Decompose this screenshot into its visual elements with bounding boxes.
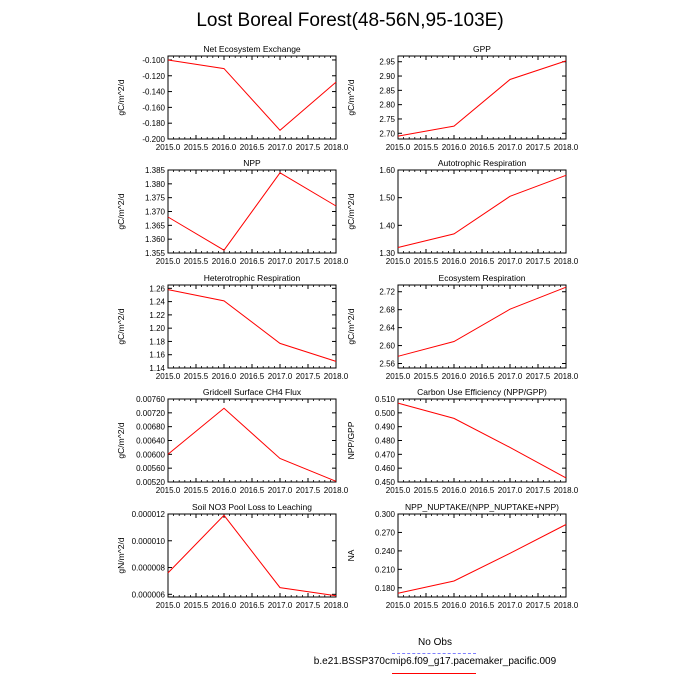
x-tick-label: 2018.0 xyxy=(323,601,349,610)
x-tick-label: 2017.0 xyxy=(497,372,523,381)
y-tick-label: 0.470 xyxy=(374,450,395,460)
chart-title: Net Ecosystem Exchange xyxy=(203,44,301,54)
x-tick-label: 2015.0 xyxy=(385,143,411,152)
series-line xyxy=(398,525,566,594)
y-tick-label: 1.40 xyxy=(379,221,395,231)
y-tick-label: 1.16 xyxy=(149,350,165,360)
x-tick-label: 2018.0 xyxy=(553,486,579,495)
x-tick-label: 2015.0 xyxy=(155,486,181,495)
x-tick-label: 2015.5 xyxy=(183,372,209,381)
series-line xyxy=(398,403,566,478)
chart-panel-8 xyxy=(116,502,349,610)
x-tick-label: 2017.0 xyxy=(267,257,293,266)
y-tick-label: 2.72 xyxy=(379,287,395,297)
x-tick-label: 2015.5 xyxy=(413,143,439,152)
y-tick-label: 0.00520 xyxy=(136,478,165,487)
x-tick-label: 2015.5 xyxy=(413,601,439,610)
x-tick-label: 2017.0 xyxy=(267,486,293,495)
x-tick-label: 2017.5 xyxy=(295,257,321,266)
y-tick-label: 0.180 xyxy=(374,583,395,593)
x-tick-label: 2017.5 xyxy=(525,486,551,495)
chart-title: NPP_NUPTAKE/(NPP_NUPTAKE+NPP) xyxy=(405,502,559,512)
x-tick-label: 2017.5 xyxy=(525,372,551,381)
chart-title: NPP xyxy=(243,158,261,168)
series-line xyxy=(168,408,336,481)
x-tick-label: 2017.5 xyxy=(295,601,321,610)
series-line xyxy=(398,175,566,247)
chart-panel-6 xyxy=(116,387,349,495)
x-tick-label: 2018.0 xyxy=(323,372,349,381)
y-tick-label: 1.22 xyxy=(149,310,165,320)
chart-title: Ecosystem Respiration xyxy=(438,273,526,283)
y-tick-label: 1.360 xyxy=(144,235,165,245)
x-tick-label: 2016.0 xyxy=(441,372,467,381)
series-line xyxy=(398,287,566,356)
y-tick-label: 2.68 xyxy=(379,305,395,315)
y-tick-label: 0.270 xyxy=(374,528,395,538)
legend-model-label: b.e21.BSSP370cmip6.f09_g17.pacemaker_pacific.009 xyxy=(313,656,557,667)
x-tick-label: 2018.0 xyxy=(553,601,579,610)
y-axis-label: gC/m^2/d xyxy=(116,79,126,116)
x-tick-label: 2017.5 xyxy=(525,143,551,152)
y-tick-label: 2.70 xyxy=(379,129,395,139)
chart-title: Autotrophic Respiration xyxy=(437,158,527,168)
y-tick-label: 2.80 xyxy=(379,100,395,110)
x-tick-label: 2015.0 xyxy=(155,143,181,152)
x-tick-label: 2016.0 xyxy=(211,372,237,381)
series-line xyxy=(168,515,336,595)
chart-panel-1 xyxy=(346,44,579,152)
x-tick-label: 2016.5 xyxy=(239,372,265,381)
x-tick-label: 2015.0 xyxy=(155,372,181,381)
x-tick-label: 2018.0 xyxy=(323,486,349,495)
y-tick-label: -0.140 xyxy=(142,87,165,97)
x-tick-label: 2016.0 xyxy=(441,143,467,152)
x-tick-label: 2015.5 xyxy=(413,486,439,495)
x-tick-label: 2016.5 xyxy=(239,143,265,152)
y-tick-label: 1.24 xyxy=(149,297,165,307)
chart-panel-3 xyxy=(346,158,579,266)
x-tick-label: 2018.0 xyxy=(323,257,349,266)
plot-frame xyxy=(398,399,566,482)
plot-frame xyxy=(398,514,566,597)
y-tick-label: -0.160 xyxy=(142,103,165,113)
y-tick-label: 1.26 xyxy=(149,284,165,294)
y-tick-label: 2.75 xyxy=(379,114,395,124)
y-tick-label: -0.100 xyxy=(142,55,165,65)
y-tick-label: 1.14 xyxy=(149,364,165,373)
x-tick-label: 2017.0 xyxy=(267,143,293,152)
x-tick-label: 2017.0 xyxy=(497,601,523,610)
chart-panel-9 xyxy=(346,502,579,610)
y-tick-label: 2.90 xyxy=(379,72,395,82)
x-tick-label: 2017.0 xyxy=(497,143,523,152)
chart-title: Gridcell Surface CH4 Flux xyxy=(202,387,302,397)
x-tick-label: 2017.5 xyxy=(295,486,321,495)
y-tick-label: 0.00680 xyxy=(136,422,165,432)
chart-title: Carbon Use Efficiency (NPP/GPP) xyxy=(417,387,547,397)
x-tick-label: 2015.0 xyxy=(385,601,411,610)
x-tick-label: 2016.5 xyxy=(469,486,495,495)
y-tick-label: 0.00640 xyxy=(136,436,165,446)
series-line xyxy=(168,290,336,362)
y-tick-label: -0.180 xyxy=(142,119,165,129)
y-tick-label: 2.64 xyxy=(379,323,395,333)
y-axis-label: gC/m^2/d xyxy=(116,308,126,345)
x-tick-label: 2015.5 xyxy=(183,486,209,495)
y-tick-label: 0.460 xyxy=(374,464,395,474)
y-tick-label: 1.375 xyxy=(144,193,165,203)
y-tick-label: -0.200 xyxy=(142,135,165,144)
x-tick-label: 2016.0 xyxy=(211,143,237,152)
x-tick-label: 2016.5 xyxy=(469,601,495,610)
y-tick-label: 0.00720 xyxy=(136,408,165,418)
page-title: Lost Boreal Forest(48-56N,95-103E) xyxy=(196,10,504,31)
chart-panel-4 xyxy=(116,273,349,381)
x-tick-label: 2017.0 xyxy=(267,372,293,381)
x-tick-label: 2016.5 xyxy=(469,372,495,381)
y-axis-label: gN/m^2/d xyxy=(116,537,126,574)
y-tick-label: 0.500 xyxy=(374,408,395,418)
y-axis-label: gC/m^2/d xyxy=(116,193,126,230)
x-tick-label: 2015.5 xyxy=(413,372,439,381)
x-tick-label: 2017.0 xyxy=(497,257,523,266)
y-tick-label: 0.510 xyxy=(374,395,395,404)
series-line xyxy=(168,173,336,250)
x-tick-label: 2015.0 xyxy=(385,486,411,495)
plot-frame xyxy=(168,285,336,368)
y-tick-label: 0.00600 xyxy=(136,450,165,460)
y-tick-label: 1.18 xyxy=(149,337,165,347)
chart-title: Soil NO3 Pool Loss to Leaching xyxy=(191,502,313,512)
y-tick-label: 2.95 xyxy=(379,57,395,67)
y-tick-label: 0.00760 xyxy=(136,395,165,404)
x-tick-label: 2015.5 xyxy=(413,257,439,266)
y-tick-label: 1.50 xyxy=(379,193,395,203)
y-tick-label: 1.20 xyxy=(149,324,165,334)
x-tick-label: 2016.0 xyxy=(211,601,237,610)
chart-panel-7 xyxy=(346,387,579,495)
x-tick-label: 2017.5 xyxy=(295,372,321,381)
x-tick-label: 2015.0 xyxy=(385,257,411,266)
x-tick-label: 2017.5 xyxy=(525,257,551,266)
y-tick-label: 1.30 xyxy=(379,249,395,258)
y-tick-label: 1.380 xyxy=(144,179,165,189)
x-tick-label: 2016.0 xyxy=(441,486,467,495)
series-line xyxy=(168,60,336,130)
plot-frame xyxy=(398,56,566,139)
y-tick-label: 0.240 xyxy=(374,546,395,556)
y-axis-label: gC/m^2/d xyxy=(346,308,356,345)
x-tick-label: 2016.0 xyxy=(211,486,237,495)
y-tick-label: 0.000010 xyxy=(131,536,165,546)
x-tick-label: 2016.0 xyxy=(441,257,467,266)
y-tick-label: 0.00560 xyxy=(136,464,165,474)
y-tick-label: 0.000006 xyxy=(131,590,165,600)
x-tick-label: 2018.0 xyxy=(553,372,579,381)
x-tick-label: 2016.5 xyxy=(469,143,495,152)
y-tick-label: 2.56 xyxy=(379,359,395,369)
y-tick-label: 0.300 xyxy=(374,510,395,519)
plot-frame xyxy=(168,399,336,482)
x-tick-label: 2016.5 xyxy=(469,257,495,266)
y-tick-label: 0.450 xyxy=(374,478,395,487)
y-tick-label: 0.000008 xyxy=(131,563,165,573)
plot-frame xyxy=(168,514,336,597)
x-tick-label: 2015.0 xyxy=(155,257,181,266)
x-tick-label: 2018.0 xyxy=(553,257,579,266)
legend-model-swatch xyxy=(392,673,476,674)
x-tick-label: 2015.0 xyxy=(385,372,411,381)
x-tick-label: 2015.5 xyxy=(183,257,209,266)
x-tick-label: 2017.0 xyxy=(267,601,293,610)
plot-frame xyxy=(398,170,566,253)
y-tick-label: 0.210 xyxy=(374,565,395,575)
plot-frame xyxy=(168,56,336,139)
x-tick-label: 2016.0 xyxy=(211,257,237,266)
y-tick-label: 0.480 xyxy=(374,436,395,446)
x-tick-label: 2018.0 xyxy=(553,143,579,152)
y-tick-label: 2.60 xyxy=(379,341,395,351)
x-tick-label: 2017.5 xyxy=(295,143,321,152)
y-tick-label: -0.120 xyxy=(142,71,165,81)
chart-title: Heterotrophic Respiration xyxy=(203,273,301,283)
y-axis-label: NA xyxy=(346,549,356,562)
y-axis-label: gC/m^2/d xyxy=(346,79,356,116)
x-tick-label: 2016.0 xyxy=(441,601,467,610)
chart-panel-5 xyxy=(346,273,579,381)
chart-title: GPP xyxy=(473,44,491,54)
x-tick-label: 2016.5 xyxy=(239,486,265,495)
x-tick-label: 2016.5 xyxy=(239,601,265,610)
y-axis-label: NPP/GPP xyxy=(346,421,356,460)
x-tick-label: 2015.5 xyxy=(183,143,209,152)
x-tick-label: 2017.0 xyxy=(497,486,523,495)
legend-obs-label: No Obs xyxy=(418,637,452,648)
y-tick-label: 1.355 xyxy=(144,249,165,258)
x-tick-label: 2016.5 xyxy=(239,257,265,266)
x-tick-label: 2018.0 xyxy=(323,143,349,152)
x-tick-label: 2015.0 xyxy=(155,601,181,610)
y-tick-label: 0.000012 xyxy=(131,510,165,519)
y-axis-label: gC/m^2/d xyxy=(346,193,356,230)
legend-obs-swatch xyxy=(392,653,476,654)
chart-panel-0 xyxy=(116,44,349,152)
y-tick-label: 1.60 xyxy=(379,166,395,175)
y-tick-label: 1.365 xyxy=(144,221,165,231)
y-tick-label: 1.385 xyxy=(144,166,165,175)
y-tick-label: 1.370 xyxy=(144,207,165,217)
y-tick-label: 2.85 xyxy=(379,86,395,96)
y-tick-label: 0.490 xyxy=(374,422,395,432)
x-tick-label: 2015.5 xyxy=(183,601,209,610)
chart-panel-2 xyxy=(116,158,349,266)
series-line xyxy=(398,61,566,136)
y-axis-label: gC/m^2/d xyxy=(116,422,126,459)
x-tick-label: 2017.5 xyxy=(525,601,551,610)
